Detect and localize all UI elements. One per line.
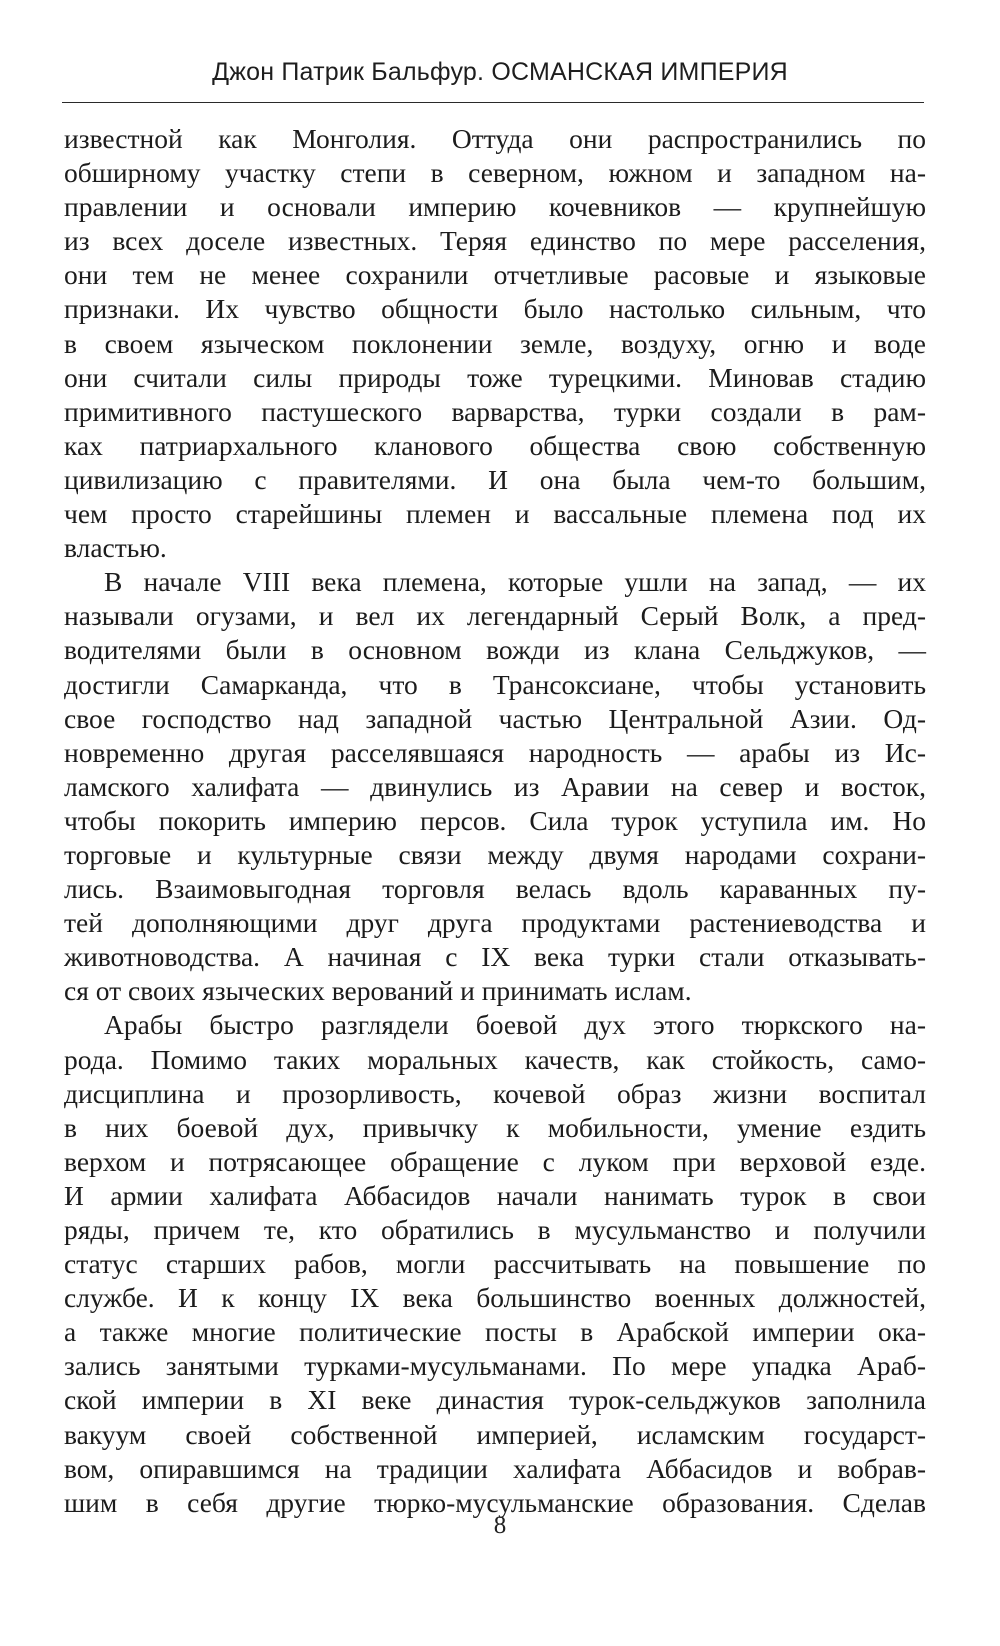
- text-line: ках патриархального кланового общества свою собственную: [64, 429, 926, 461]
- text-line: И армии халифата Аббасидов начали нанимать турок в свои: [64, 1179, 926, 1211]
- text-line: ской империи в XI веке династия турок-сельджуков заполнила: [64, 1384, 926, 1416]
- text-line: Арабы быстро разглядели боевой дух этого тюркского на-: [104, 1009, 926, 1041]
- text-line: шим в себя другие тюрко-мусульманские образования. Сделав: [64, 1486, 926, 1518]
- header-rule: [62, 102, 924, 103]
- text-line: дисциплина и прозорливость, кочевой образ жизни воспитал: [64, 1077, 926, 1109]
- text-line: известной как Монголия. Оттуда они распространились по: [64, 123, 926, 154]
- text-line: они тем не менее сохранили отчетливые расовые и языковые: [64, 259, 926, 291]
- text-line: ламского халифата — двинулись из Аравии на север и восток,: [64, 770, 926, 802]
- text-line: лись. Взаимовыгодная торговля велась вдоль караванных пу-: [64, 873, 926, 905]
- text-line: примитивного пастушеского варварства, турки создали в рам-: [64, 395, 926, 427]
- text-line: тей дополняющими друг друга продуктами растениеводства и: [64, 907, 926, 939]
- text-line: властью.: [64, 532, 167, 564]
- text-line: службе. И к концу IX века большинство военных должностей,: [64, 1282, 926, 1314]
- text-line: достигли Самарканда, что в Трансоксиане, чтобы установить: [64, 668, 926, 700]
- text-line: зались занятыми турками-мусульманами. По мере упадка Араб-: [64, 1350, 926, 1382]
- text-line: в них боевой дух, привычку к мобильности, умение ездить: [64, 1111, 926, 1143]
- text-line: называли огузами, и вел их легендарный Серый Волк, а пред-: [64, 600, 926, 632]
- text-line: признаки. Их чувство общности было настолько сильным, что: [64, 293, 926, 325]
- text-line: они считали силы природы тоже турецкими. Миновав стадию: [64, 361, 926, 393]
- paragraph: [64, 565, 926, 1008]
- text-line: обширному участку степи в северном, южном и западном на-: [64, 157, 926, 189]
- text-line: правлении и основали империю кочевников — крупнейшую: [64, 191, 926, 223]
- text-line: ся от своих языческих верований и принимать ислам.: [64, 975, 692, 1007]
- text-line: В начале VIII века племена, которые ушли на запад, — их: [104, 566, 926, 598]
- text-line: в своем языческом поклонении земле, воздуху, огню и воде: [64, 327, 926, 359]
- text-line: вакуум своей собственной империей, исламским государст-: [64, 1418, 926, 1450]
- text-line: новременно другая расселявшаяся народность — арабы из Ис-: [64, 736, 926, 768]
- text-line: статус старших рабов, могли рассчитывать на повышение по: [64, 1248, 926, 1280]
- text-line: цивилизацию с правителями. И она была чем-то большим,: [64, 463, 926, 495]
- running-head-title: Джон Патрик Бальфур. ОСМАНСКАЯ ИМПЕРИЯ: [212, 58, 788, 86]
- text-line: торговые и культурные связи между двумя народами сохрани-: [64, 838, 926, 870]
- text-line: а также многие политические посты в Арабской империи ока-: [64, 1316, 926, 1348]
- text-line: рода. Помимо таких моральных качеств, как стойкость, само-: [64, 1043, 926, 1075]
- text-line: верхом и потрясающее обращение с луком при верховой езде.: [64, 1145, 926, 1177]
- body-text: [64, 122, 926, 1520]
- text-line: ряды, причем те, кто обратились в мусульманство и получили: [64, 1214, 926, 1245]
- paragraph: [64, 122, 926, 565]
- text-line: вом, опиравшимся на традиции халифата Аббасидов и вобрав-: [64, 1452, 926, 1484]
- text-line: свое господство над западной частью Центральной Азии. Од-: [64, 702, 926, 734]
- text-line: водителями были в основном вожди из клана Сельджуков, —: [64, 634, 926, 666]
- text-line: чтобы покорить империю персов. Сила турок уступила им. Но: [64, 804, 926, 836]
- paragraph: [64, 1008, 926, 1519]
- text-line: чем просто старейшины племен и вассальные племена под их: [64, 498, 926, 530]
- text-line: из всех доселе известных. Теряя единство по мере расселения,: [64, 225, 926, 257]
- text-line: животноводства. А начиная с IX века турки стали отказывать-: [64, 941, 926, 973]
- page-number: 8: [493, 1512, 507, 1539]
